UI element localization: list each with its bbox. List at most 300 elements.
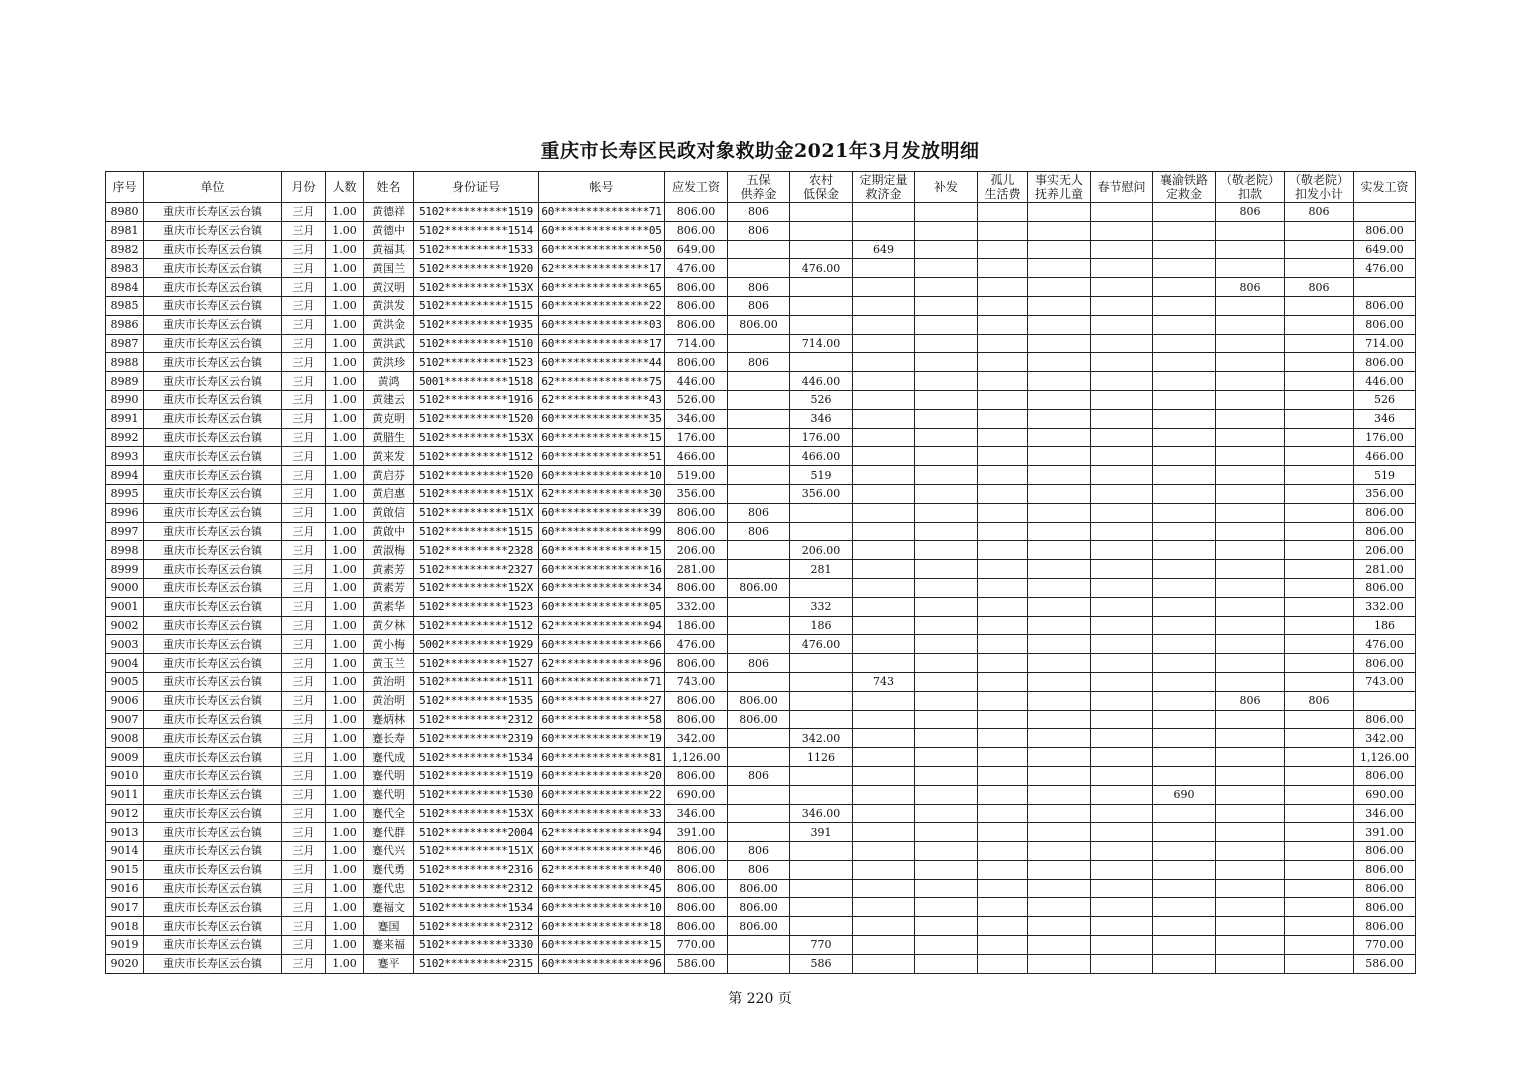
table-cell [978, 766, 1028, 785]
table-cell [1153, 503, 1216, 522]
table-cell [1028, 898, 1091, 917]
table-cell: 806.00 [728, 578, 790, 597]
table-cell [1153, 522, 1216, 541]
table-cell: 346 [790, 409, 853, 428]
table-cell [1091, 635, 1153, 654]
table-cell: 806.00 [665, 691, 728, 710]
table-cell [853, 221, 915, 240]
table-cell [790, 879, 853, 898]
table-cell [1285, 522, 1354, 541]
table-cell: 8988 [106, 353, 144, 372]
table-cell: 60***************35 [539, 409, 665, 428]
table-cell [790, 672, 853, 691]
table-cell [978, 954, 1028, 973]
table-cell: 三月 [282, 879, 326, 898]
table-cell: 176.00 [1354, 428, 1416, 447]
table-cell: 三月 [282, 203, 326, 222]
table-cell: 蹇代成 [364, 748, 414, 767]
table-cell: 806.00 [665, 578, 728, 597]
table-cell: 806 [728, 203, 790, 222]
column-header [326, 172, 364, 203]
table-cell: 690.00 [1354, 785, 1416, 804]
table-cell: 1.00 [326, 390, 364, 409]
table-cell [1285, 259, 1354, 278]
table-cell: 8989 [106, 372, 144, 391]
table-cell [978, 541, 1028, 560]
table-cell: 1.00 [326, 278, 364, 297]
table-cell: 5102**********1523 [414, 597, 539, 616]
table-cell: 60***************10 [539, 466, 665, 485]
column-header [539, 172, 665, 203]
table-cell [978, 240, 1028, 259]
table-cell: 1.00 [326, 503, 364, 522]
table-cell: 重庆市长寿区云台镇 [144, 466, 282, 485]
table-cell [978, 597, 1028, 616]
table-cell [1028, 428, 1091, 447]
table-cell: 1.00 [326, 748, 364, 767]
table-cell: 519 [790, 466, 853, 485]
table-row [106, 203, 1416, 222]
table-cell [1216, 766, 1285, 785]
table-cell: 三月 [282, 409, 326, 428]
table-cell: 206.00 [1354, 541, 1416, 560]
table-cell [853, 860, 915, 879]
table-cell [1153, 315, 1216, 334]
table-row [106, 522, 1416, 541]
column-header [728, 172, 790, 203]
table-cell [978, 578, 1028, 597]
table-cell: 黄福其 [364, 240, 414, 259]
table-cell: 5102**********1519 [414, 766, 539, 785]
table-cell: 黄鸿 [364, 372, 414, 391]
table-cell [1153, 390, 1216, 409]
table-cell [1153, 428, 1216, 447]
table-cell: 806 [728, 278, 790, 297]
table-cell [978, 842, 1028, 861]
table-cell: 重庆市长寿区云台镇 [144, 203, 282, 222]
table-cell: 446.00 [665, 372, 728, 391]
table-cell [728, 428, 790, 447]
table-cell: 5102**********1534 [414, 898, 539, 917]
table-cell: 346.00 [790, 804, 853, 823]
table-cell: 三月 [282, 428, 326, 447]
table-row [106, 447, 1416, 466]
column-header [1285, 172, 1354, 203]
table-cell: 1.00 [326, 616, 364, 635]
table-cell [1285, 315, 1354, 334]
column-header-label: 帐号 [589, 180, 614, 194]
table-cell: 60***************15 [539, 428, 665, 447]
table-cell [915, 804, 978, 823]
column-header-label: 应发工资 [671, 180, 720, 194]
table-cell: 9014 [106, 842, 144, 861]
table-cell [1091, 560, 1153, 579]
table-cell [1285, 447, 1354, 466]
table-cell [1216, 522, 1285, 541]
table-cell [1216, 296, 1285, 315]
table-cell: 391 [790, 823, 853, 842]
table-cell [728, 447, 790, 466]
table-cell: 5102**********1512 [414, 447, 539, 466]
table-cell: 重庆市长寿区云台镇 [144, 259, 282, 278]
table-cell: 9010 [106, 766, 144, 785]
table-cell: 三月 [282, 447, 326, 466]
table-cell [1091, 898, 1153, 917]
table-cell: 649 [853, 240, 915, 259]
column-header-label: （敬老院） [1288, 173, 1349, 187]
table-cell: 60***************46 [539, 842, 665, 861]
table-cell [1285, 672, 1354, 691]
table-cell: 9006 [106, 691, 144, 710]
table-cell [1153, 447, 1216, 466]
table-cell [728, 748, 790, 767]
table-cell: 1.00 [326, 334, 364, 353]
table-cell [1028, 334, 1091, 353]
table-cell: 9002 [106, 616, 144, 635]
table-cell: 806 [728, 221, 790, 240]
table-cell: 356.00 [1354, 484, 1416, 503]
table-cell: 806 [1285, 203, 1354, 222]
table-cell [1028, 691, 1091, 710]
table-cell [1028, 917, 1091, 936]
table-cell: 526 [1354, 390, 1416, 409]
table-cell: 重庆市长寿区云台镇 [144, 560, 282, 579]
table-cell [790, 654, 853, 673]
table-cell [1216, 729, 1285, 748]
table-cell: 60***************19 [539, 729, 665, 748]
table-cell: 三月 [282, 672, 326, 691]
table-cell: 806.00 [728, 917, 790, 936]
table-cell: 8995 [106, 484, 144, 503]
table-cell: 蹇代群 [364, 823, 414, 842]
table-cell: 9005 [106, 672, 144, 691]
table-cell [1153, 334, 1216, 353]
table-cell: 62***************43 [539, 390, 665, 409]
table-row [106, 372, 1416, 391]
table-cell: 重庆市长寿区云台镇 [144, 541, 282, 560]
column-header [414, 172, 539, 203]
table-cell [1153, 635, 1216, 654]
table-cell [1216, 635, 1285, 654]
column-header-label: 襄渝铁路 [1159, 173, 1208, 187]
table-cell: 806.00 [1354, 879, 1416, 898]
column-header-label: 救济金 [865, 187, 902, 201]
table-cell [915, 428, 978, 447]
table-cell: 806.00 [665, 898, 728, 917]
table-cell: 806.00 [1354, 503, 1416, 522]
table-cell [1354, 203, 1416, 222]
table-cell [728, 240, 790, 259]
table-cell: 60***************22 [539, 785, 665, 804]
table-cell [1285, 729, 1354, 748]
table-cell [978, 409, 1028, 428]
table-cell: 60***************27 [539, 691, 665, 710]
table-cell: 1.00 [326, 372, 364, 391]
table-cell: 黄洪发 [364, 296, 414, 315]
table-row [106, 823, 1416, 842]
table-cell: 9016 [106, 879, 144, 898]
table-cell: 1.00 [326, 522, 364, 541]
table-cell [728, 954, 790, 973]
table-cell [1091, 785, 1153, 804]
table-cell [853, 522, 915, 541]
table-cell [915, 860, 978, 879]
table-cell: 806 [728, 353, 790, 372]
column-header-label: 月份 [291, 180, 316, 194]
table-cell: 806.00 [665, 221, 728, 240]
table-cell: 8983 [106, 259, 144, 278]
table-cell [1216, 654, 1285, 673]
table-cell [978, 353, 1028, 372]
table-cell [1091, 409, 1153, 428]
table-row [106, 578, 1416, 597]
table-cell [790, 860, 853, 879]
table-cell: 806.00 [665, 654, 728, 673]
table-cell: 5102**********1523 [414, 353, 539, 372]
table-cell: 356.00 [790, 484, 853, 503]
table-cell: 1126 [790, 748, 853, 767]
table-cell: 5102**********1530 [414, 785, 539, 804]
table-cell [853, 691, 915, 710]
table-cell: 重庆市长寿区云台镇 [144, 860, 282, 879]
table-cell [1028, 560, 1091, 579]
table-cell [1028, 804, 1091, 823]
table-cell [915, 240, 978, 259]
column-header [144, 172, 282, 203]
table-cell: 806.00 [728, 879, 790, 898]
table-row [106, 616, 1416, 635]
table-cell: 5102**********153X [414, 428, 539, 447]
table-cell: 806.00 [665, 842, 728, 861]
column-header-label: 扣发小计 [1294, 187, 1343, 201]
table-cell: 三月 [282, 635, 326, 654]
table-cell: 蹇代全 [364, 804, 414, 823]
table-cell: 5102**********1512 [414, 616, 539, 635]
table-cell: 391.00 [665, 823, 728, 842]
column-header [282, 172, 326, 203]
table-cell: 蹇长寿 [364, 729, 414, 748]
table-cell: 重庆市长寿区云台镇 [144, 221, 282, 240]
table-cell [853, 729, 915, 748]
column-header-label: 供养金 [740, 187, 777, 201]
table-cell [1091, 484, 1153, 503]
table-cell: 重庆市长寿区云台镇 [144, 635, 282, 654]
table-cell: 重庆市长寿区云台镇 [144, 428, 282, 447]
table-cell: 770.00 [665, 936, 728, 955]
table-cell: 714.00 [1354, 334, 1416, 353]
table-cell: 62***************30 [539, 484, 665, 503]
table-cell [728, 616, 790, 635]
table-cell: 三月 [282, 522, 326, 541]
table-cell: 重庆市长寿区云台镇 [144, 804, 282, 823]
column-header-label: （敬老院） [1219, 173, 1280, 187]
table-cell [978, 635, 1028, 654]
table-cell [978, 879, 1028, 898]
table-cell: 黄洪珍 [364, 353, 414, 372]
table-cell [1285, 785, 1354, 804]
table-cell: 重庆市长寿区云台镇 [144, 334, 282, 353]
table-cell: 1.00 [326, 466, 364, 485]
table-cell [1028, 221, 1091, 240]
table-cell: 60***************16 [539, 560, 665, 579]
table-cell [1028, 484, 1091, 503]
table-cell: 8999 [106, 560, 144, 579]
table-cell [1091, 804, 1153, 823]
table-cell: 690.00 [665, 785, 728, 804]
table-cell: 1.00 [326, 785, 364, 804]
table-cell: 5102**********1920 [414, 259, 539, 278]
table-cell: 60***************96 [539, 954, 665, 973]
table-cell: 重庆市长寿区云台镇 [144, 484, 282, 503]
table-cell [1285, 635, 1354, 654]
table-cell: 476.00 [665, 259, 728, 278]
column-header [978, 172, 1028, 203]
table-cell: 重庆市长寿区云台镇 [144, 503, 282, 522]
table-cell [1285, 428, 1354, 447]
table-cell [1091, 936, 1153, 955]
table-cell [853, 296, 915, 315]
table-cell [915, 785, 978, 804]
table-cell [1153, 484, 1216, 503]
table-cell [853, 409, 915, 428]
table-cell [1285, 616, 1354, 635]
table-cell [978, 522, 1028, 541]
table-cell: 蹇福文 [364, 898, 414, 917]
table-row [106, 842, 1416, 861]
table-cell: 649.00 [665, 240, 728, 259]
table-cell [1091, 372, 1153, 391]
table-row [106, 860, 1416, 879]
table-cell [978, 466, 1028, 485]
table-cell: 重庆市长寿区云台镇 [144, 578, 282, 597]
table-cell [1285, 748, 1354, 767]
table-cell: 586.00 [665, 954, 728, 973]
column-header-label: 姓名 [376, 180, 401, 194]
table-cell [1028, 503, 1091, 522]
table-cell: 9004 [106, 654, 144, 673]
table-cell [1153, 578, 1216, 597]
table-cell: 三月 [282, 221, 326, 240]
table-cell: 5102**********1515 [414, 522, 539, 541]
table-cell [1153, 917, 1216, 936]
table-cell [1285, 484, 1354, 503]
table-cell [853, 428, 915, 447]
table-cell [1091, 296, 1153, 315]
table-cell [915, 672, 978, 691]
table-cell: 1.00 [326, 898, 364, 917]
table-cell [1285, 860, 1354, 879]
table-cell: 三月 [282, 860, 326, 879]
table-cell [1153, 804, 1216, 823]
table-cell: 770 [790, 936, 853, 955]
column-header-label: 农村 [808, 173, 833, 187]
table-cell: 1.00 [326, 654, 364, 673]
table-cell: 蹇代明 [364, 785, 414, 804]
table-row [106, 484, 1416, 503]
table-cell [1028, 785, 1091, 804]
table-cell [1153, 278, 1216, 297]
table-cell: 1.00 [326, 842, 364, 861]
table-cell: 806.00 [665, 522, 728, 541]
table-cell [978, 447, 1028, 466]
table-cell: 60***************58 [539, 710, 665, 729]
table-cell [1216, 748, 1285, 767]
table-cell: 黄启芬 [364, 466, 414, 485]
table-cell [1285, 917, 1354, 936]
table-cell [1153, 616, 1216, 635]
table-cell [915, 710, 978, 729]
table-cell [790, 221, 853, 240]
table-cell: 806.00 [1354, 654, 1416, 673]
table-cell [1153, 560, 1216, 579]
table-cell [978, 672, 1028, 691]
table-cell [1216, 560, 1285, 579]
table-cell: 1.00 [326, 428, 364, 447]
table-cell: 黄素华 [364, 597, 414, 616]
table-cell: 346.00 [665, 409, 728, 428]
table-cell [1285, 842, 1354, 861]
table-cell: 806.00 [1354, 353, 1416, 372]
table-cell: 蹇平 [364, 954, 414, 973]
table-cell [915, 522, 978, 541]
table-cell: 446.00 [1354, 372, 1416, 391]
table-cell: 60***************15 [539, 541, 665, 560]
table-cell [1091, 203, 1153, 222]
table-cell: 三月 [282, 278, 326, 297]
table-cell: 526 [790, 390, 853, 409]
table-cell: 5102**********152X [414, 578, 539, 597]
table-cell: 三月 [282, 372, 326, 391]
table-cell: 1,126.00 [1354, 748, 1416, 767]
table-cell [978, 390, 1028, 409]
table-cell: 5002**********1929 [414, 635, 539, 654]
table-cell [978, 654, 1028, 673]
table-cell [853, 541, 915, 560]
table-cell: 806 [728, 842, 790, 861]
table-cell [978, 898, 1028, 917]
table-cell: 三月 [282, 804, 326, 823]
table-cell [1153, 823, 1216, 842]
table-cell [790, 917, 853, 936]
table-cell [915, 597, 978, 616]
table-cell: 806.00 [1354, 860, 1416, 879]
table-cell [978, 428, 1028, 447]
table-cell [853, 616, 915, 635]
table-cell [1153, 240, 1216, 259]
table-cell [978, 823, 1028, 842]
table-cell [915, 278, 978, 297]
table-cell: 806.00 [1354, 221, 1416, 240]
table-cell: 三月 [282, 484, 326, 503]
table-cell: 重庆市长寿区云台镇 [144, 278, 282, 297]
table-cell [1091, 860, 1153, 879]
table-cell: 806.00 [728, 315, 790, 334]
table-cell: 714.00 [665, 334, 728, 353]
column-header-label: 低保金 [802, 187, 839, 201]
table-cell: 806.00 [1354, 296, 1416, 315]
table-cell [1091, 466, 1153, 485]
table-cell [1285, 898, 1354, 917]
table-cell: 1.00 [326, 691, 364, 710]
table-cell: 806.00 [1354, 710, 1416, 729]
table-cell [915, 823, 978, 842]
table-cell: 1.00 [326, 578, 364, 597]
table-cell [853, 390, 915, 409]
table-row [106, 390, 1416, 409]
table-cell [1028, 654, 1091, 673]
table-cell [853, 203, 915, 222]
table-cell [1285, 710, 1354, 729]
